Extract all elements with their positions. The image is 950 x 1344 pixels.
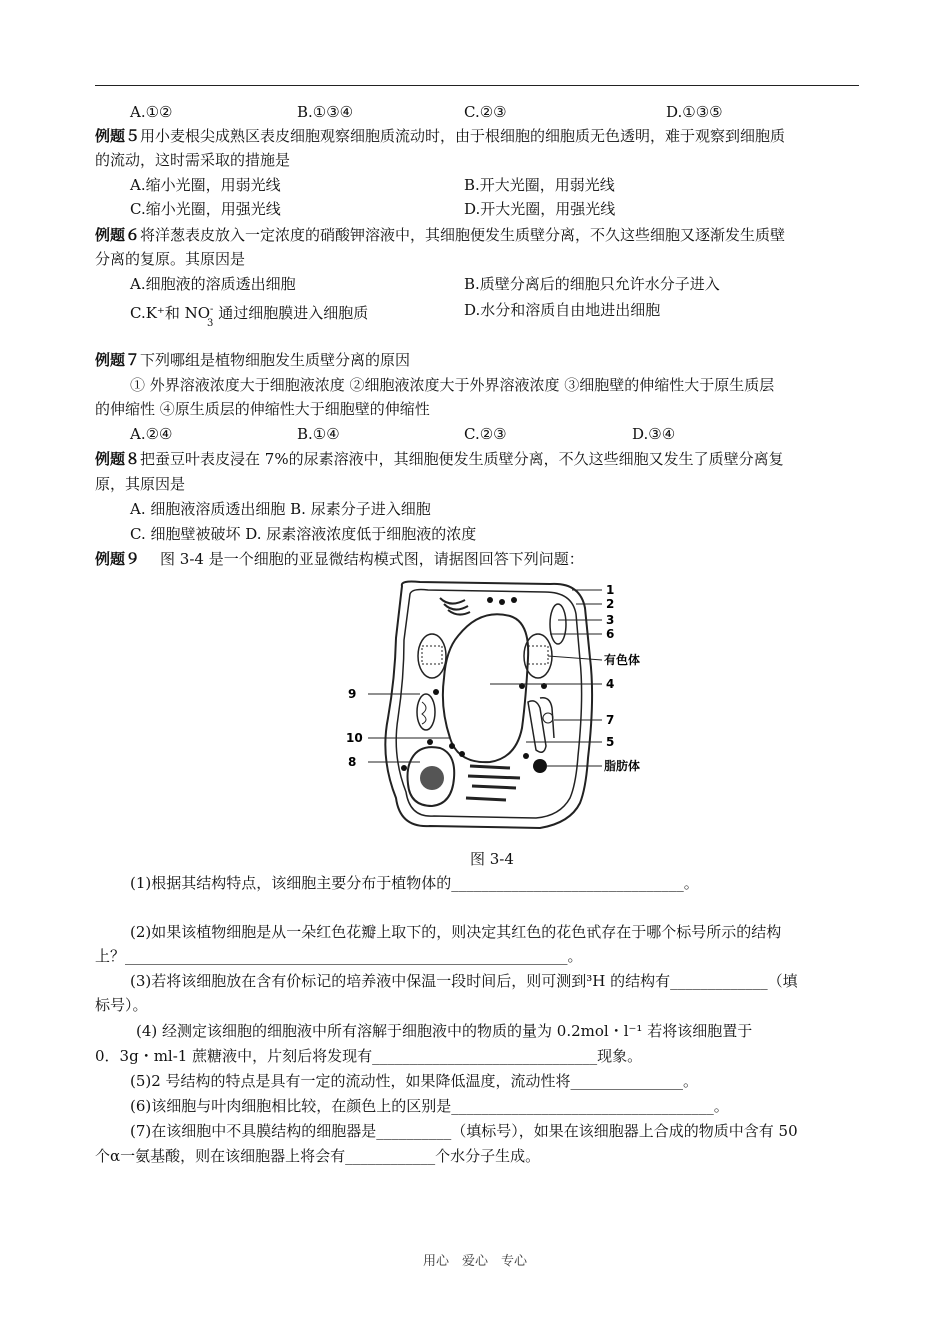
fig-label-9: 9 xyxy=(348,687,357,701)
q6-option-a: A.细胞液的溶质透出细胞 xyxy=(130,275,296,293)
q7-label: 例题７ xyxy=(95,351,141,369)
q8-options-ab: A. 细胞液溶质透出细胞 B. 尿素分子进入细胞 xyxy=(130,500,431,518)
fig-label-4: 4 xyxy=(606,677,615,691)
q9-sub4-line1: (4) 经测定该细胞的细胞液中所有溶解于细胞液中的物质的量为 0.2mol・l⁻¹ 若将该细胞置于 xyxy=(136,1022,753,1040)
q5-option-d: D.开大光圈，用强光线 xyxy=(464,200,616,218)
q5-option-c: C.缩小光圈，用强光线 xyxy=(130,200,281,218)
golgi-top xyxy=(440,598,470,615)
fig-label-7: 7 xyxy=(606,713,615,727)
q7-line3: 的伸缩性 ④原生质层的伸缩性大于细胞壁的伸缩性 xyxy=(95,400,430,418)
lipid-body xyxy=(533,759,547,773)
figure-caption: 图 3-4 xyxy=(470,850,514,868)
q9-label: 例题９ xyxy=(95,550,141,568)
page-footer: 用心 爱心 专心 xyxy=(422,1254,527,1269)
fig-label-5: 5 xyxy=(606,735,615,749)
vacuole xyxy=(443,614,528,762)
mitochondrion-right xyxy=(550,604,566,644)
nucleolus xyxy=(420,766,444,790)
q4-option-c: C.②③ xyxy=(464,103,507,121)
q9-sub1: (1)根据其结构特点，该细胞主要分布于植物体的_______________________________。 xyxy=(130,874,699,892)
fig-label-lipid: 脂肪体 xyxy=(604,759,641,773)
q7-option-c: C.②③ xyxy=(464,425,507,443)
q9-sub2-line1: (2)如果该植物细胞是从一朵红色花瓣上取下的，则决定其红色的花色甙存在于哪个标号所示的结构 xyxy=(130,923,782,941)
q7-option-a: A.②④ xyxy=(130,425,173,443)
q6-option-c-sub: 3 xyxy=(207,318,214,329)
q9-sub4-line2: 0．3g・ml-1 蔗糖液中，片刻后将发现有______________________________现象。 xyxy=(95,1047,643,1065)
q8-line2: 原，其原因是 xyxy=(95,475,186,493)
q7-line1: 例题７下列哪组是植物细胞发生质壁分离的原因 xyxy=(95,351,411,369)
q6-option-c: C.K⁺和 NO- 通过细胞膜进入细胞质 xyxy=(130,304,369,322)
q4-option-b: B.①③④ xyxy=(297,103,354,121)
q9-sub7-line2: 个α一氨基酸，则在该细胞器上将会有____________个水分子生成。 xyxy=(95,1147,541,1165)
fig-label-3: 3 xyxy=(606,613,615,627)
q5-line1: 例题５用小麦根尖成熟区表皮细胞观察细胞质流动时，由于根细胞的细胞质无色透明，难于观察到细胞质 xyxy=(95,127,786,145)
header-rule xyxy=(95,85,859,86)
q9-line1: 例题９ 图 3-4 是一个细胞的亚显微结构模式图，请据图回答下列问题： xyxy=(95,550,584,568)
q5-line2: 的流动，这时需采取的措施是 xyxy=(95,151,291,169)
q8-options-cd: C. 细胞壁被破坏 D. 尿素溶液浓度低于细胞液的浓度 xyxy=(130,525,477,543)
q6-label: 例题６ xyxy=(95,226,141,244)
cell-diagram xyxy=(340,578,660,840)
q6-option-d: D.水分和溶质自由地进出细胞 xyxy=(464,301,661,319)
q9-sub5: (5)2 号结构的特点是具有一定的流动性，如果降低温度，流动性将_______________。 xyxy=(130,1072,699,1090)
er-right xyxy=(528,701,546,752)
q7-line2: ① 外界溶液浓度大于细胞液浓度 ②细胞液浓度大于外界溶液浓度 ③细胞壁的伸缩性大于原生质层 xyxy=(130,376,775,394)
q9-sub3-line2: 标号）。 xyxy=(95,996,148,1014)
q4-option-a: A.①② xyxy=(130,103,173,121)
q7-option-d: D.③④ xyxy=(632,425,676,443)
fig-label-2: 2 xyxy=(606,597,615,611)
q5-option-a: A.缩小光圈，用弱光线 xyxy=(130,176,281,194)
q9-sub7-line1: (7)在该细胞中不具膜结构的细胞器是__________（填标号），如果在该细胞器上合成的物质中含有 50 xyxy=(130,1122,798,1140)
er-bottom xyxy=(466,766,520,800)
q9-sub3-line1: (3)若将该细胞放在含有价标记的培养液中保温一段时间后，则可测到³H 的结构有_____________（填 xyxy=(130,972,798,990)
fig-label-10: 10 xyxy=(346,731,363,745)
fig-label-8: 8 xyxy=(348,755,357,769)
q6-option-b: B.质壁分离后的细胞只允许水分子进入 xyxy=(464,275,720,293)
q9-sub2-line2: 上？___________________________________________________________。 xyxy=(95,947,583,965)
q5-option-b: B.开大光圈，用弱光线 xyxy=(464,176,615,194)
fig-label-1: 1 xyxy=(606,583,615,597)
q6-line1: 例题６将洋葱表皮放入一定浓度的硝酸钾溶液中，其细胞便发生质壁分离，不久这些细胞又逐渐发生质壁 xyxy=(95,226,786,244)
mitochondrion-left xyxy=(417,694,435,730)
q5-label: 例题５ xyxy=(95,127,141,145)
q8-label: 例题８ xyxy=(95,450,141,468)
fig-label-6: 6 xyxy=(606,627,615,641)
q8-line1: 例题８把蚕豆叶表皮浸在 7%的尿素溶液中，其细胞便发生质壁分离，不久这些细胞又发生了质壁分离复 xyxy=(95,450,784,468)
q6-line2: 分离的复原。其原因是 xyxy=(95,250,246,268)
q7-option-b: B.①④ xyxy=(297,425,340,443)
q4-option-d: D.①③⑤ xyxy=(666,103,723,121)
fig-label-chromoplast: 有色体 xyxy=(604,653,641,667)
q9-sub6: (6)该细胞与叶肉细胞相比较，在颜色上的区别是___________________________________。 xyxy=(130,1097,729,1115)
